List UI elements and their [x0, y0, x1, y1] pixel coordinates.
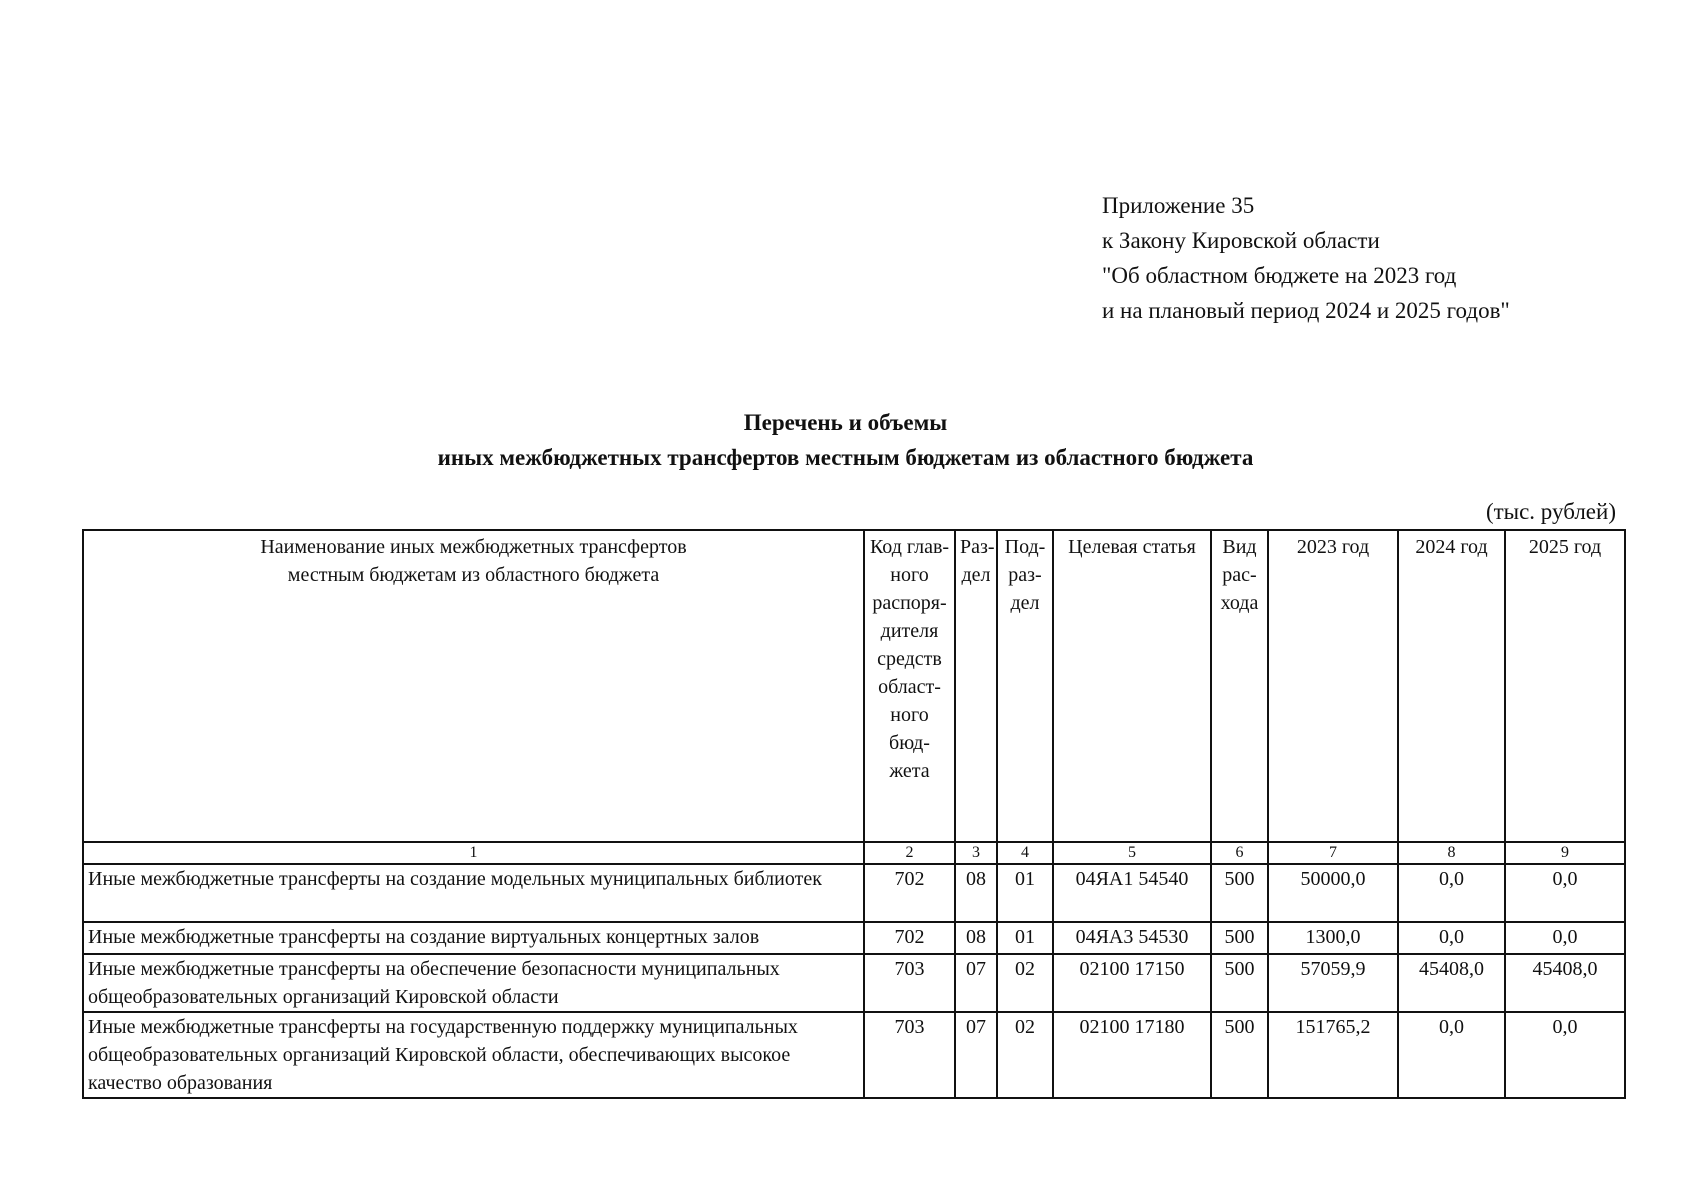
appendix-line: "Об областном бюджете на 2023 год: [1102, 263, 1457, 288]
column-number: 9: [1505, 842, 1625, 864]
table-row: [83, 864, 1625, 922]
row-2024: 45408,0: [1398, 954, 1505, 1012]
row-target: 02100 17150: [1053, 954, 1211, 1012]
appendix-block: [1102, 188, 1510, 328]
row-2025: 0,0: [1505, 864, 1625, 922]
column-number: 2: [864, 842, 955, 864]
row-target: 04ЯА1 54540: [1053, 864, 1211, 922]
row-subsection: 02: [997, 954, 1053, 1012]
row-2023: 57059,9: [1268, 954, 1398, 1012]
row-code: 702: [864, 922, 955, 954]
title-line-1: Перечень и объемы: [743, 410, 948, 435]
row-section: 08: [955, 864, 997, 922]
table-row: [83, 954, 1625, 1012]
appendix-line: к Закону Кировской области: [1102, 228, 1380, 253]
header-2023: 2023 год: [1268, 530, 1398, 842]
row-section: 07: [955, 1012, 997, 1098]
row-code: 703: [864, 1012, 955, 1098]
row-type: 500: [1211, 954, 1268, 1012]
row-subsection: 01: [997, 864, 1053, 922]
units-label: (тыс. рублей): [1485, 499, 1616, 524]
row-subsection: 01: [997, 922, 1053, 954]
header-name-line-2: местным бюджетам из областного бюджета: [287, 564, 660, 586]
column-number: 4: [997, 842, 1053, 864]
row-2024: 0,0: [1398, 1012, 1505, 1098]
document-title: [0, 405, 1691, 475]
column-number: 7: [1268, 842, 1398, 864]
row-name: Иные межбюджетные трансферты на создание виртуальных концертных залов: [83, 922, 864, 954]
row-name: Иные межбюджетные трансферты на обеспечение безопасности муниципальных общеобразовательных организаций Кировской области: [83, 954, 864, 1012]
column-number: 6: [1211, 842, 1268, 864]
header-2025: 2025 год: [1505, 530, 1625, 842]
row-2025: 0,0: [1505, 922, 1625, 954]
header-target: Целевая статья: [1053, 530, 1211, 842]
row-2023: 151765,2: [1268, 1012, 1398, 1098]
row-name: Иные межбюджетные трансферты на государственную поддержку муниципальных общеобразовательных организаций Кировской области, обеспечивающих высокое качество образования: [83, 1012, 864, 1098]
row-type: 500: [1211, 1012, 1268, 1098]
appendix-line: Приложение 35: [1102, 193, 1255, 218]
row-target: 04ЯА3 54530: [1053, 922, 1211, 954]
row-section: 08: [955, 922, 997, 954]
title-line-2: иных межбюджетных трансфертов местным бюджетам из областного бюджета: [437, 445, 1254, 470]
column-number: 1: [83, 842, 864, 864]
table-header-row: [83, 530, 1625, 842]
table-row: [83, 1012, 1625, 1098]
row-2024: 0,0: [1398, 864, 1505, 922]
appendix-line: и на плановый период 2024 и 2025 годов": [1102, 298, 1510, 323]
row-target: 02100 17180: [1053, 1012, 1211, 1098]
transfers-table: [82, 529, 1626, 1099]
header-name: [83, 530, 864, 842]
row-2024: 0,0: [1398, 922, 1505, 954]
header-subsection: Под- раз- дел: [997, 530, 1053, 842]
column-number: 8: [1398, 842, 1505, 864]
row-name: Иные межбюджетные трансферты на создание модельных муниципальных библиотек: [83, 864, 864, 922]
row-type: 500: [1211, 864, 1268, 922]
header-2024: 2024 год: [1398, 530, 1505, 842]
row-subsection: 02: [997, 1012, 1053, 1098]
row-section: 07: [955, 954, 997, 1012]
row-code: 702: [864, 864, 955, 922]
header-type: Вид рас- хода: [1211, 530, 1268, 842]
column-number-row: [83, 842, 1625, 864]
column-number: 3: [955, 842, 997, 864]
row-2023: 50000,0: [1268, 864, 1398, 922]
row-2025: 0,0: [1505, 1012, 1625, 1098]
table-row: [83, 922, 1625, 954]
header-code: Код глав- ного распоря- дителя средств област- ного бюд- жета: [864, 530, 955, 842]
row-type: 500: [1211, 922, 1268, 954]
column-number: 5: [1053, 842, 1211, 864]
header-section: Раз- дел: [955, 530, 997, 842]
header-name-line-1: Наименование иных межбюджетных трансфертов: [260, 536, 687, 558]
row-code: 703: [864, 954, 955, 1012]
row-2025: 45408,0: [1505, 954, 1625, 1012]
row-2023: 1300,0: [1268, 922, 1398, 954]
